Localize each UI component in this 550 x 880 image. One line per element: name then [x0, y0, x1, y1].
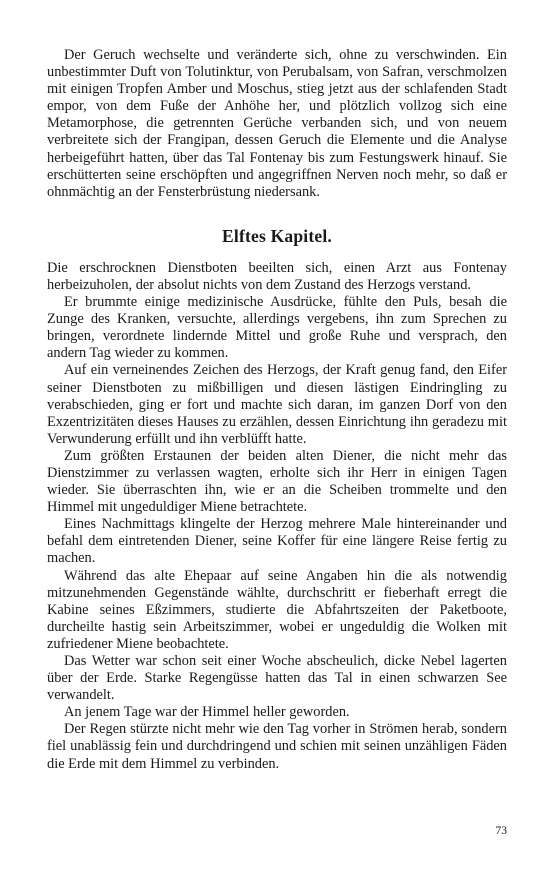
chapter-paragraph-5: Eines Nachmittags klingelte der Herzog mehrere Male hintereinander und befahl dem eintretenden Diener, seine Koffer für eine längere Reise fertig zu machen. — [47, 516, 507, 567]
chapter-paragraph-7: Das Wetter war schon seit einer Woche abscheulich, dicke Nebel lagerten über der Erde. Starke Regengüsse hatten das Tal in einen schwarzen See verwandelt. — [47, 653, 507, 704]
chapter-paragraph-8: An jenem Tage war der Himmel heller geworden. — [64, 704, 350, 721]
chapter-title: Elftes Kapitel. — [222, 225, 332, 246]
chapter-paragraph-2: Er brummte einige medizinische Ausdrücke, fühlte den Puls, besah die Zunge des Kranken, versuchte, allerdings vergebens, ihn zum Sprechen zu bringen, verordnete lindernde Mittel und große Ruhe und versprach, den andern Tag wieder zu kommen. — [47, 294, 507, 362]
chapter-paragraph-9: Der Regen stürzte nicht mehr wie den Tag vorher in Strömen herab, sondern fiel unablässig fein und durchdringend und schien mit seinen unzähligen Fäden die Erde mit dem Himmel zu verbinden. — [47, 721, 507, 772]
page-body — [47, 47, 507, 773]
page-number: 73 — [495, 825, 507, 837]
intro-paragraph: Der Geruch wechselte und veränderte sich, ohne zu verschwinden. Ein unbestimmter Duft von Tolutinktur, von Perubalsam, von Safran, verschmolzen mit einigen Tropfen Amber und Moschus, stieg jetzt aus der schlafenden Stadt empor, von dem Fuße der Anhöhe her, und plötzlich vollzog sich eine Metamorphose, die getrennten Gerüche verbanden sich, und von neuem verbreitete sich der Frangipan, dessen Geruch die Elemente und die Analyse herbeigeführt hatten, über das Tal Fontenay bis zum Festungswerk hinauf. Sie erschütterten seine erschöpften und angegriffnen Nerven noch mehr, so daß er ohnmächtig an der Fensterbrüstung niedersank. — [47, 47, 507, 200]
chapter-paragraph-4: Zum größten Erstaunen der beiden alten Diener, die nicht mehr das Dienstzimmer zu verlassen wagten, erholte sich ihr Herr in einigen Tagen wieder. Sie überraschten ihn, wie er an die Scheiben trommelte und den Himmel mit ungeduldiger Miene betrachtete. — [47, 447, 507, 516]
chapter-paragraph-3: Auf ein verneinendes Zeichen des Herzogs, der Kraft genug fand, den Eifer seiner Dienstboten zu mißbilligen und diesen lästigen Eindringling zu verabschieden, ging er fort und machte sich daran, im ganzen Dorf von den Exzentrizitäten dieses Hauses zu erzählen, dessen Einrichtung ihn geradezu mit Verwunderung erfüllt und ihn verblüfft hatte. — [47, 362, 507, 447]
chapter-paragraph-1: Die erschrocknen Dienstboten beeilten sich, einen Arzt aus Fontenay herbeizuholen, der absolut nichts von dem Zustand des Herzogs verstand. — [47, 259, 507, 293]
chapter-paragraph-6: Während das alte Ehepaar auf seine Angaben hin die als notwendig mitzunehmenden Gegenstände wählte, durchschritt er fieberhaft erregt die Kabine seines Eßzimmers, studierte die Abfahrtszeiten der Paketboote, durcheilte hastig sein Arbeitszimmer, wobei er ungeduldig die Wolken mit zufriedener Miene beobachtete. — [47, 567, 507, 652]
